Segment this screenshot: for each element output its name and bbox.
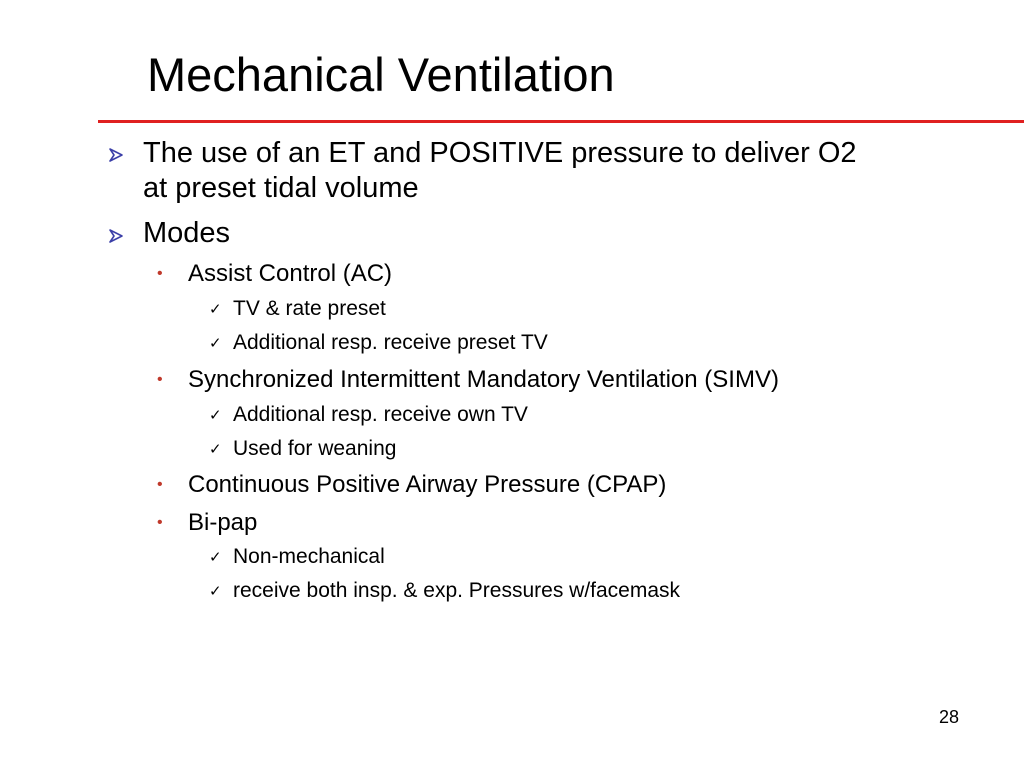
check-icon: ✓ [209, 440, 222, 458]
bullet-text: Modes [143, 217, 231, 249]
check-icon: ✓ [209, 334, 222, 352]
slide-title: Mechanical Ventilation [147, 48, 615, 101]
title-divider [98, 120, 1024, 123]
check-item-text: Additional resp. receive own TV [233, 403, 528, 426]
arrow-bullet-icon [107, 146, 125, 164]
arrow-bullet-icon [107, 227, 125, 245]
check-icon: ✓ [209, 548, 222, 566]
sub-bullet-text: Assist Control (AC) [188, 260, 393, 287]
sub-bullet-text: Bi-pap [188, 509, 258, 536]
check-item-text: Additional resp. receive preset TV [233, 331, 548, 354]
check-icon: ✓ [209, 582, 222, 600]
check-icon: ✓ [209, 406, 222, 424]
check-item-text: Non-mechanical [233, 545, 385, 568]
check-item-text: Used for weaning [233, 437, 397, 460]
slide-number: 28 [939, 707, 960, 727]
dot-bullet-icon: • [157, 371, 163, 388]
check-item-text: receive both insp. & exp. Pressures w/facemask [233, 579, 681, 602]
dot-bullet-icon: • [157, 514, 163, 531]
dot-bullet-icon: • [157, 265, 163, 282]
sub-bullet-text: Continuous Positive Airway Pressure (CPAP) [188, 471, 667, 498]
sub-bullet-text: Synchronized Intermittent Mandatory Ventilation (SIMV) [188, 366, 779, 393]
check-icon: ✓ [209, 300, 222, 318]
bullet-text: The use of an ET and POSITIVE pressure to deliver O2 [143, 137, 857, 169]
dot-bullet-icon: • [157, 476, 163, 493]
check-item-text: TV & rate preset [233, 297, 386, 320]
bullet-text-continuation: at preset tidal volume [143, 172, 419, 204]
